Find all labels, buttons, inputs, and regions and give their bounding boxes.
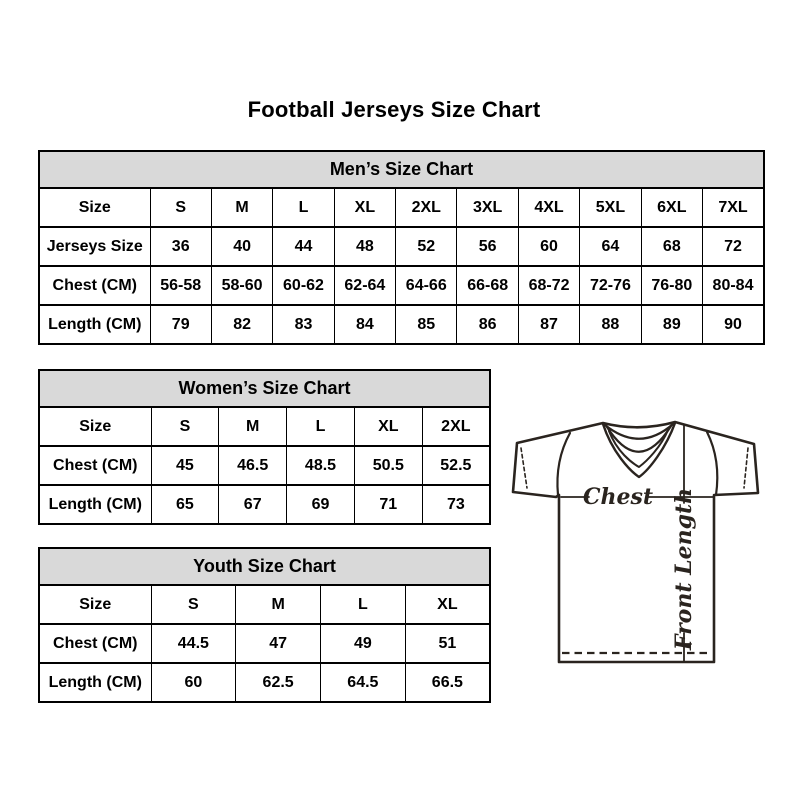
value-cell: 66-68: [457, 266, 518, 305]
value-cell: 80-84: [703, 266, 764, 305]
value-cell: 48: [334, 227, 395, 266]
value-cell: 65: [151, 485, 219, 524]
value-cell: 60-62: [273, 266, 334, 305]
value-cell: 2XL: [422, 407, 490, 446]
table-row: [39, 585, 490, 624]
row-label-cell: Size: [39, 407, 151, 446]
table-row: [39, 624, 490, 663]
table-row: [39, 663, 490, 702]
value-cell: 64-66: [396, 266, 457, 305]
value-cell: 52: [396, 227, 457, 266]
row-label-cell: Size: [39, 585, 151, 624]
value-cell: L: [273, 188, 334, 227]
jersey-measurement-diagram: [490, 395, 800, 695]
table-row: [39, 485, 490, 524]
front-length-label: Front Length: [671, 487, 697, 651]
value-cell: 79: [150, 305, 211, 344]
value-cell: 44.5: [151, 624, 236, 663]
value-cell: 62.5: [236, 663, 321, 702]
value-cell: 7XL: [703, 188, 764, 227]
value-cell: S: [151, 407, 219, 446]
value-cell: 89: [641, 305, 702, 344]
value-cell: 47: [236, 624, 321, 663]
row-label-cell: Chest (CM): [39, 266, 150, 305]
row-label-cell: Length (CM): [39, 663, 151, 702]
value-cell: 50.5: [354, 446, 422, 485]
chest-label: Chest: [582, 484, 654, 510]
value-cell: 66.5: [405, 663, 490, 702]
value-cell: S: [151, 585, 236, 624]
value-cell: 85: [396, 305, 457, 344]
value-cell: 68: [641, 227, 702, 266]
row-label-cell: Chest (CM): [39, 624, 151, 663]
value-cell: 88: [580, 305, 641, 344]
row-label-cell: Size: [39, 188, 150, 227]
value-cell: 44: [273, 227, 334, 266]
value-cell: 84: [334, 305, 395, 344]
value-cell: M: [219, 407, 287, 446]
value-cell: 48.5: [287, 446, 355, 485]
value-cell: M: [211, 188, 272, 227]
value-cell: 60: [518, 227, 579, 266]
womens-size-chart-table: [38, 369, 491, 525]
value-cell: 82: [211, 305, 272, 344]
value-cell: 73: [422, 485, 490, 524]
value-cell: 60: [151, 663, 236, 702]
youth-size-chart-table: [38, 547, 491, 703]
table-row: [39, 227, 764, 266]
value-cell: 2XL: [396, 188, 457, 227]
value-cell: 51: [405, 624, 490, 663]
value-cell: M: [236, 585, 321, 624]
value-cell: 6XL: [641, 188, 702, 227]
value-cell: S: [150, 188, 211, 227]
row-label-cell: Jerseys Size: [39, 227, 150, 266]
value-cell: 64: [580, 227, 641, 266]
mens-size-chart-table: [38, 150, 765, 345]
value-cell: 46.5: [219, 446, 287, 485]
value-cell: 67: [219, 485, 287, 524]
value-cell: 71: [354, 485, 422, 524]
value-cell: L: [321, 585, 406, 624]
value-cell: 86: [457, 305, 518, 344]
table-section-header: Youth Size Chart: [39, 548, 490, 585]
value-cell: 56-58: [150, 266, 211, 305]
value-cell: 90: [703, 305, 764, 344]
value-cell: 76-80: [641, 266, 702, 305]
jersey-outline-shape: [513, 422, 758, 662]
value-cell: 45: [151, 446, 219, 485]
value-cell: 72: [703, 227, 764, 266]
value-cell: XL: [354, 407, 422, 446]
table-row: [39, 407, 490, 446]
table-section-header: Women’s Size Chart: [39, 370, 490, 407]
row-label-cell: Length (CM): [39, 305, 150, 344]
value-cell: 4XL: [518, 188, 579, 227]
value-cell: XL: [334, 188, 395, 227]
table-row: [39, 266, 764, 305]
value-cell: 58-60: [211, 266, 272, 305]
value-cell: 64.5: [321, 663, 406, 702]
row-label-cell: Chest (CM): [39, 446, 151, 485]
value-cell: 36: [150, 227, 211, 266]
value-cell: 3XL: [457, 188, 518, 227]
table-row: [39, 305, 764, 344]
value-cell: 40: [211, 227, 272, 266]
value-cell: L: [287, 407, 355, 446]
table-section-header: Men’s Size Chart: [39, 151, 764, 188]
value-cell: 5XL: [580, 188, 641, 227]
value-cell: 83: [273, 305, 334, 344]
page-title: Football Jerseys Size Chart: [247, 97, 541, 122]
value-cell: XL: [405, 585, 490, 624]
value-cell: 49: [321, 624, 406, 663]
value-cell: 62-64: [334, 266, 395, 305]
value-cell: 69: [287, 485, 355, 524]
value-cell: 56: [457, 227, 518, 266]
value-cell: 87: [518, 305, 579, 344]
row-label-cell: Length (CM): [39, 485, 151, 524]
value-cell: 72-76: [580, 266, 641, 305]
table-row: [39, 188, 764, 227]
value-cell: 52.5: [422, 446, 490, 485]
table-row: [39, 446, 490, 485]
value-cell: 68-72: [518, 266, 579, 305]
